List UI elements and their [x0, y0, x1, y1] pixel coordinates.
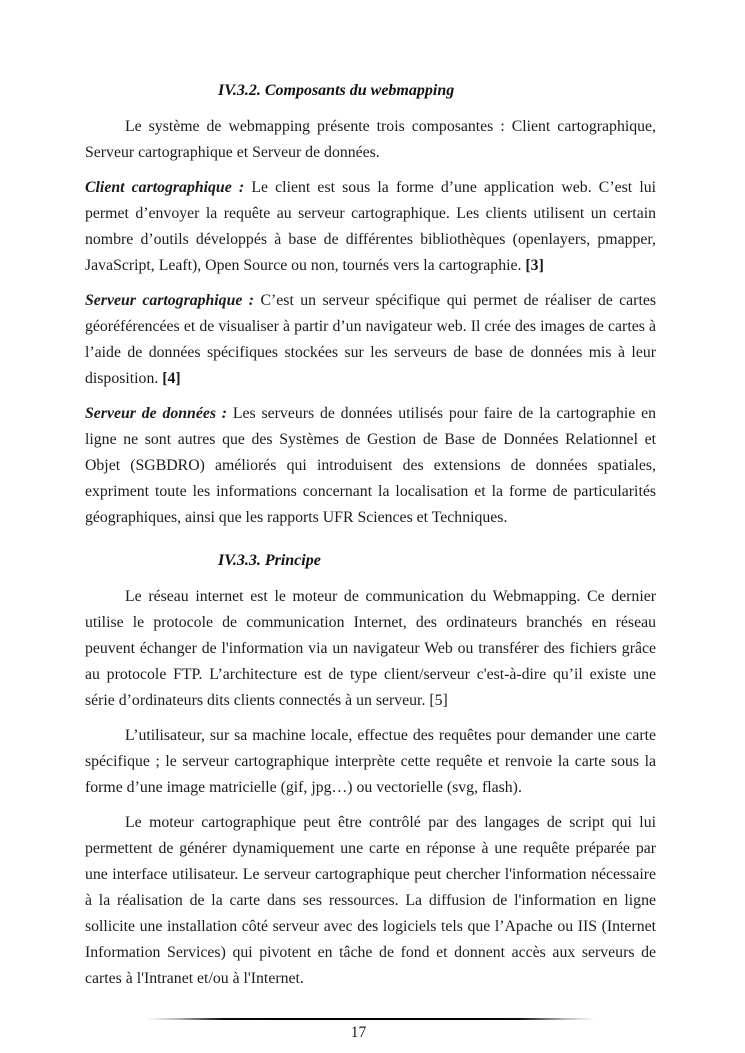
- page-number: 17: [350, 1024, 367, 1041]
- page-footer: [85, 1018, 656, 1046]
- paragraph-serveur-donnees: [85, 401, 656, 531]
- paragraph-client-text: Le client est sous la forme d’une application web. C’est lui permet d’envoyer la requête au serveur cartographique. Les clients utilisent un certain nombre d’outils développés à base de différentes bibliothèques (openlayers, pmapper, JavaScript, Leaft), Open Source ou non, tournés vers la cartographie.: [85, 179, 657, 274]
- paragraph-client-cartographique: [85, 175, 656, 279]
- paragraph-intro: Le système de webmapping présente trois composantes : Client cartographique, Serveur cartographique et Serveur de données.: [85, 118, 656, 161]
- paragraph-principe-3: Le moteur cartographique peut être contrôlé par des langages de script qui lui permettent de générer dynamiquement une carte en réponse à une requête préparée par une interface utilisateur. Le serveur cartographique peut chercher l'information nécessaire à la réalisation de la carte dans ses ressources. La diffusion de l'information en ligne sollicite une installation côté serveur avec des logiciels tels que l’Apache ou IIS (Internet Information Services) qui pivotent en tâche de fond et donnent accès aux serveurs de cartes à l'Intranet et/ou à l'Internet.: [85, 814, 656, 987]
- paragraph-principe-2: L’utilisateur, sur sa machine locale, effectue des requêtes pour demander une carte spécifique ; le serveur cartographique interprète cette requête et renvoie la carte sous la forme d’une image matricielle (gif, jpg…) ou vectorielle (svg, flash).: [85, 727, 656, 796]
- section-heading-composants: IV.3.2. Composants du webmapping: [218, 82, 455, 99]
- citation-4: [4]: [162, 370, 181, 387]
- paragraph-serveur-carto-text: C’est un serveur spécifique qui permet de réaliser de cartes géoréférencées et de visualiser à partir d’un navigateur web. Il crée des images de cartes à l’aide de données spécifiques stockées sur les serveurs de base de données mis à leur disposition.: [85, 292, 656, 387]
- paragraph-principe-1: Le réseau internet est le moteur de communication du Webmapping. Ce dernier utilise le protocole de communication Internet, des ordinateurs branchés en réseau peuvent échanger de l'information via un navigateur Web ou transférer des fichiers grâce au protocole FTP. L’architecture est de type client/serveur c'est-à-dire qu’il existe une série d’ordinateurs dits clients connectés à un serveur. [5]: [85, 588, 656, 709]
- citation-3: [3]: [525, 257, 544, 274]
- term-serveur-cartographique: Serveur cartographique :: [85, 292, 255, 309]
- section-heading-principe: IV.3.3. Principe: [218, 552, 321, 569]
- paragraph-serveur-donnees-text: Les serveurs de données utilisés pour faire de la cartographie en ligne ne sont autres que des Systèmes de Gestion de Base de Données Relationnel et Objet (SGBDRO) améliorés qui introduisent des extensions de données spatiales, expriment toute les informations concernant la localisation et la forme de particularités géographiques, ainsi que les rapports UFR Sciences et Techniques.: [85, 405, 656, 526]
- term-client-cartographique: Client cartographique :: [85, 179, 245, 196]
- paragraph-serveur-cartographique: [85, 288, 656, 392]
- term-serveur-donnees: Serveur de données :: [85, 405, 228, 422]
